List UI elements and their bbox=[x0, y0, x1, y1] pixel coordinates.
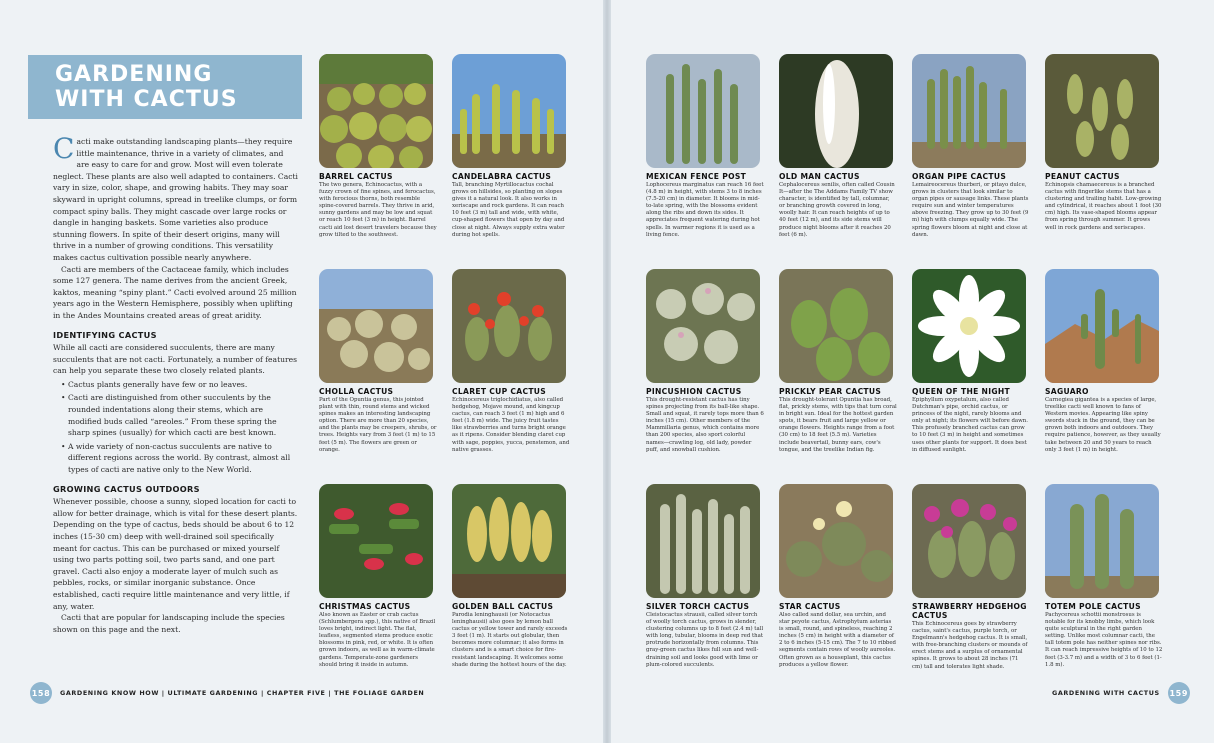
strawberry-hedgehog-photo bbox=[912, 484, 1026, 598]
cactus-name: QUEEN OF THE NIGHT bbox=[912, 387, 1010, 396]
drop-cap: C bbox=[53, 132, 75, 165]
cactus-name: GOLDEN BALL CACTUS bbox=[452, 602, 554, 611]
footer-left bbox=[30, 681, 424, 705]
barrel-cactus-photo bbox=[319, 54, 433, 168]
cactus-description: Also called sand dollar, sea urchin, and star peyote cactus, Astrophytum asterias is small, round, and spineless, reaching 2 inches (5 cm) in height with a diameter of 2 to 6 inches (5-15 cm). The 7 to 10 ribbed segments contain rows of woolly aureoles. Often grown as a houseplant, this cactus produces a yellow flower. bbox=[779, 612, 897, 668]
title-line-2: WITH CACTUS bbox=[55, 87, 238, 112]
cactus-name: ORGAN PIPE CACTUS bbox=[912, 172, 1007, 181]
gutter bbox=[603, 0, 611, 743]
cactus-description: Also known as Easter or crab cactus (Schlumbergera spp.), this native of Brazil loves bright, indirect light. The flat, leafless, segmented stems produce exotic blossoms in pink, red, or white. It is often grown indoors, as well as in warm-climate gardens. Temperate-zone gardeners should bring it inside in autumn. bbox=[319, 612, 436, 668]
cactus-card-totem-pole bbox=[1045, 484, 1163, 669]
cactus-card-old-man bbox=[779, 54, 897, 239]
identifying-paragraph: While all cacti are considered succulents, there are many succulents that are not cacti. Fortunately, a number of features can help you separate these two closely related plants. bbox=[53, 343, 298, 376]
cactus-description: This Echinocereus goes by strawberry cactus, saint's cactus, purple torch, or Engelmann's hedgehog cactus. It is small, with free-branching clusters or mounds of erect stems and a surplus of ornamental spines. It grows to about 28 inches (71 cm) tall and tolerates light shade. bbox=[912, 621, 1028, 670]
christmas-cactus-photo bbox=[319, 484, 433, 598]
list-item: • A wide variety of non-cactus succulents are native to different regions across the world. By contrast, almost all types of cacti are native only to the New World. bbox=[61, 441, 298, 476]
saguaro-photo bbox=[1045, 269, 1159, 383]
cactus-name: CANDELABRA CACTUS bbox=[452, 172, 552, 181]
organ-pipe-cactus-photo bbox=[912, 54, 1026, 168]
cactus-description: This drought-tolerant Opuntia has broad, flat, prickly stems, with tips that turn coral in bright sun. Ideal for the hottest garden spots, it bears fruit and large yellow or orange flowers. Heights range from a foot (30 cm) to 18 feet (5.5 m). Varieties include beavertail, bunny ears, cow's tongue, and the treelike Indian fig. bbox=[779, 397, 897, 453]
cactus-card-strawberry-hedgehog bbox=[912, 484, 1030, 671]
cactus-description: Parodia leninghausii (or Notocactus leninghausii) also goes by lemon ball cactus or yellow tower and rarely exceeds 3 feet (1 m). It starts out globular, then becomes more columnar; it also forms in clusters and is a smart choice for fire-resistant landscaping. It welcomes some shade during the hottest hours of the day. bbox=[452, 612, 568, 668]
old-man-cactus-photo bbox=[779, 54, 893, 168]
prickly-pear-cactus-photo bbox=[779, 269, 893, 383]
cactus-name: MEXICAN FENCE POST bbox=[646, 172, 747, 181]
article-body bbox=[53, 132, 298, 635]
totem-pole-cactus-photo bbox=[1045, 484, 1159, 598]
cholla-cactus-photo bbox=[319, 269, 433, 383]
cactus-name: BARREL CACTUS bbox=[319, 172, 393, 181]
cactus-description: The two genera, Echinocactus, with a fuzzy crown of fine spines, and ferocactus, with ferocious thorns, both resemble spine-covered barrels. They thrive in arid, sunny gardens and may be low and squat or reach 10 feet (3 m) in height. Barrel cacti aid lost desert travelers because they grow tilted to the southwest. bbox=[319, 182, 437, 238]
cactus-description: Epiphyllum oxypetalum, also called Dutchman's pipe, orchid cactus, or princess of the night, rarely blooms and only at night; its flowers wilt before dawn. This profusely branched cactus can grow to 10 feet (3 m) in height and sometimes uses other plants for support. It does best in diffused sunlight. bbox=[912, 397, 1028, 453]
cactus-description: This drought-resistant cactus has tiny spines projecting from its ball-like shape. Small and squat, it rarely tops more than 6 inches (15 cm). Other members of the Mammillaria genus, which contains more than 200 species, also sport colorful names—crawling log, old lady, powder puff, and snowball cushion. bbox=[646, 397, 764, 453]
cactus-description: Lemaireocereus thurberi, or pitayo dulce, grows in clusters that look similar to organ pipes or sausage links. These plants require sun and winter temperatures above freezing. They grow up to 30 feet (9 m) high with clumps equally wide. The spring flowers bloom at night and close at dawn. bbox=[912, 182, 1029, 238]
peanut-cactus-photo bbox=[1045, 54, 1159, 168]
cactus-card-candelabra bbox=[452, 54, 570, 239]
cactus-card-silver-torch bbox=[646, 484, 764, 669]
cactus-card-mexican-fence-post bbox=[646, 54, 764, 239]
cactus-card-barrel bbox=[319, 54, 437, 239]
identifying-list bbox=[61, 379, 298, 476]
footer-right bbox=[1052, 681, 1190, 705]
growing-heading: GROWING CACTUS OUTDOORS bbox=[53, 483, 200, 494]
cactus-name: PINCUSHION CACTUS bbox=[646, 387, 742, 396]
title-line-1: GARDENING bbox=[55, 62, 213, 87]
running-footer: GARDENING KNOW HOW | ULTIMATE GARDENING | CHAPTER FIVE | THE FOLIAGE GARDEN bbox=[60, 689, 425, 697]
page-number-right: 159 bbox=[1168, 682, 1190, 704]
cactus-name: TOTEM POLE CACTUS bbox=[1045, 602, 1141, 611]
cactus-name: CHOLLA CACTUS bbox=[319, 387, 394, 396]
cactus-name: OLD MAN CACTUS bbox=[779, 172, 860, 181]
cactus-name: PEANUT CACTUS bbox=[1045, 172, 1120, 181]
cactus-card-cholla bbox=[319, 269, 437, 454]
intro-paragraph-2: Cacti are members of the Cactaceae family, which includes some 127 genera. The name derives from the ancient Greek, kaktos, meaning “spiny plant.” Cacti evolved around 25 million years ago in the Western Hemisphere, possibly when uplifting in the Andes Mountains created areas of great aridity. bbox=[53, 264, 297, 320]
cactus-description: Cephalocereus senilis, often called Cousin It—after the The Addams Family TV show character, is identified by tall, columnar, or branching growth covered in long, woolly hair. It can reach heights of up to 40 feet (12 m), and its side stems will produce night blooms after it reaches 20 feet (6 m). bbox=[779, 182, 895, 238]
claret-cup-cactus-photo bbox=[452, 269, 566, 383]
cactus-name: STRAWBERRY HEDGEHOG CACTUS bbox=[912, 602, 1027, 620]
cactus-card-pincushion bbox=[646, 269, 764, 454]
identifying-heading: IDENTIFYING CACTUS bbox=[53, 329, 157, 340]
cactus-card-claret-cup bbox=[452, 269, 570, 454]
cactus-description: Tall, branching Myrtillocactus cochal grows on hillsides, so planting on slopes gives it a natural look. It also works in xeriscape and rock gardens. It can reach 10 feet (3 m) tall and wide, with white, cup-shaped flowers that open by day and close at night. Always supply extra water during hot spells. bbox=[452, 182, 565, 238]
pincushion-cactus-photo bbox=[646, 269, 760, 383]
star-cactus-photo bbox=[779, 484, 893, 598]
cactus-card-christmas bbox=[319, 484, 437, 669]
cactus-description: Part of the Opuntia genus, this jointed plant with thin, round stems and wicked spines makes an interesting landscaping option. There are more than 20 species, and the plants may be creepers, shrubs, or trees. Heights vary from 3 feet (1 m) to 15 feet (5 m). The flowers are green or orange. bbox=[319, 397, 437, 453]
silver-torch-cactus-photo bbox=[646, 484, 760, 598]
cactus-description: Echinopsis chamaecereus is a branched cactus with fingerlike stems that has a clustering and trailing habit. Low-growing and cylindrical, it reaches about 1 foot (30 cm) high. Its vase-shaped blooms appear from spring through summer. It grows well in rock gardens and xeriscapes. bbox=[1045, 182, 1162, 231]
cactus-card-peanut bbox=[1045, 54, 1163, 232]
page-number-left: 158 bbox=[30, 682, 52, 704]
page-title bbox=[28, 55, 302, 119]
cactus-name: CLARET CUP CACTUS bbox=[452, 387, 547, 396]
cactus-card-saguaro bbox=[1045, 269, 1163, 454]
candelabra-cactus-photo bbox=[452, 54, 566, 168]
cactus-card-prickly-pear bbox=[779, 269, 897, 454]
list-item: • Cacti are distinguished from other succulents by the rounded indentations along their stems, which are modified buds called “areoles.” From these spring the sharp spines (usually) for which cacti are best known. bbox=[61, 392, 298, 438]
cactus-card-organ-pipe bbox=[912, 54, 1030, 239]
intro-paragraph: Cacti make outstanding landscaping plants—they require little maintenance, thrive in a variety of climates, and are easy to care for and grow. Most will even tolerate neglect. These plants are also well adapted to containers. Cacti vary in size, color, shape, and growing habits. They may soar skyward in upright columns, spread in treelike clumps, or form compact spiny balls. They might cascade over large rocks or dangle in hanging baskets. Some varieties also produce stunning flowers. In spite of their desert origins, many will thrive in a number of growing conditions. This versatility makes cactus cultivation possible nearly anywhere. bbox=[53, 132, 298, 262]
queen-of-the-night-photo bbox=[912, 269, 1026, 383]
golden-ball-cactus-photo bbox=[452, 484, 566, 598]
cactus-name: PRICKLY PEAR CACTUS bbox=[779, 387, 882, 396]
mexican-fence-post-photo bbox=[646, 54, 760, 168]
list-item: • Cactus plants generally have few or no leaves. bbox=[61, 379, 298, 391]
cactus-description: Pachycereus schottii monstrosus is notable for its knobby limbs, which look quite sculptural in the right garden setting. Unlike most columnar cacti, the tall totem pole has neither spines nor ribs. It can reach impressive heights of 10 to 12 feet (3-3.7 m) and a width of 3 to 6 feet (1-1.8 m). bbox=[1045, 612, 1163, 668]
cactus-description: Echinocereus triglochidiatus, also called hedgehog, Mojave mound, and kingcup cactus, can reach 3 feet (1 m) high and 6 feet (1.8 m) wide. The juicy fruit tastes like strawberries and turns bright orange as it ripens. Consider blending claret cup with sage, poppies, yucca, penstemon, and native grasses. bbox=[452, 397, 570, 453]
cactus-name: CHRISTMAS CACTUS bbox=[319, 602, 411, 611]
cactus-card-queen-of-the-night bbox=[912, 269, 1030, 454]
growing-paragraph: Whenever possible, choose a sunny, sloped location for cacti to allow for better drainage, which is vital for these desert plants. Depending on the type of cactus, beds should be about 6 to 12 inches (15-30 cm) deep with well-drained soil specifically meant for cactus. This can be purchased or mixed yourself using two parts potting soil, two parts sand, and one part gravel. Cacti also enjoy a moderate layer of mulch such as pebbles, rocks, or similar inorganic substance. Once established, cacti require little maintenance and very little, if any, water. bbox=[53, 497, 298, 611]
cactus-card-golden-ball bbox=[452, 484, 570, 669]
cactus-name: STAR CACTUS bbox=[779, 602, 841, 611]
cactus-card-star bbox=[779, 484, 897, 669]
running-footer-right: GARDENING WITH CACTUS bbox=[1052, 689, 1160, 697]
cactus-name: SAGUARO bbox=[1045, 387, 1089, 396]
cactus-description: Cleistocactus strausii, called silver torch of woolly torch cactus, grows in slender, clustering columns up to 8 feet (2.4 m) tall with long, tubular, blooms in deep red that protrude horizontally from columns. This gray-green cactus likes full sun and well-draining soil and looks good with lime or plum-colored succulents. bbox=[646, 612, 764, 668]
cactus-name: SILVER TORCH CACTUS bbox=[646, 602, 750, 611]
cactus-description: Carnegiea gigantea is a species of large, treelike cacti well known to fans of Western movies. Appearing like spiny swords stuck in the ground, they can be grown both indoors and outdoors. They require patience, however, as they usually take between 20 and 50 years to reach only 3 feet (1 m) in height. bbox=[1045, 397, 1161, 453]
cactus-description: Lophocereus marginatus can reach 16 feet (4.8 m) in height, with stems 3 to 8 inches (7.5-20 cm) in diameter. It blooms in mid-to-late spring, with the blossoms evident along the ribs and down its sides. It appreciates frequent watering during hot spells. In warmer regions it is used as a living fence. bbox=[646, 182, 764, 238]
growing-paragraph-2: Cacti that are popular for landscaping include the species shown on this page and the next. bbox=[53, 613, 285, 634]
